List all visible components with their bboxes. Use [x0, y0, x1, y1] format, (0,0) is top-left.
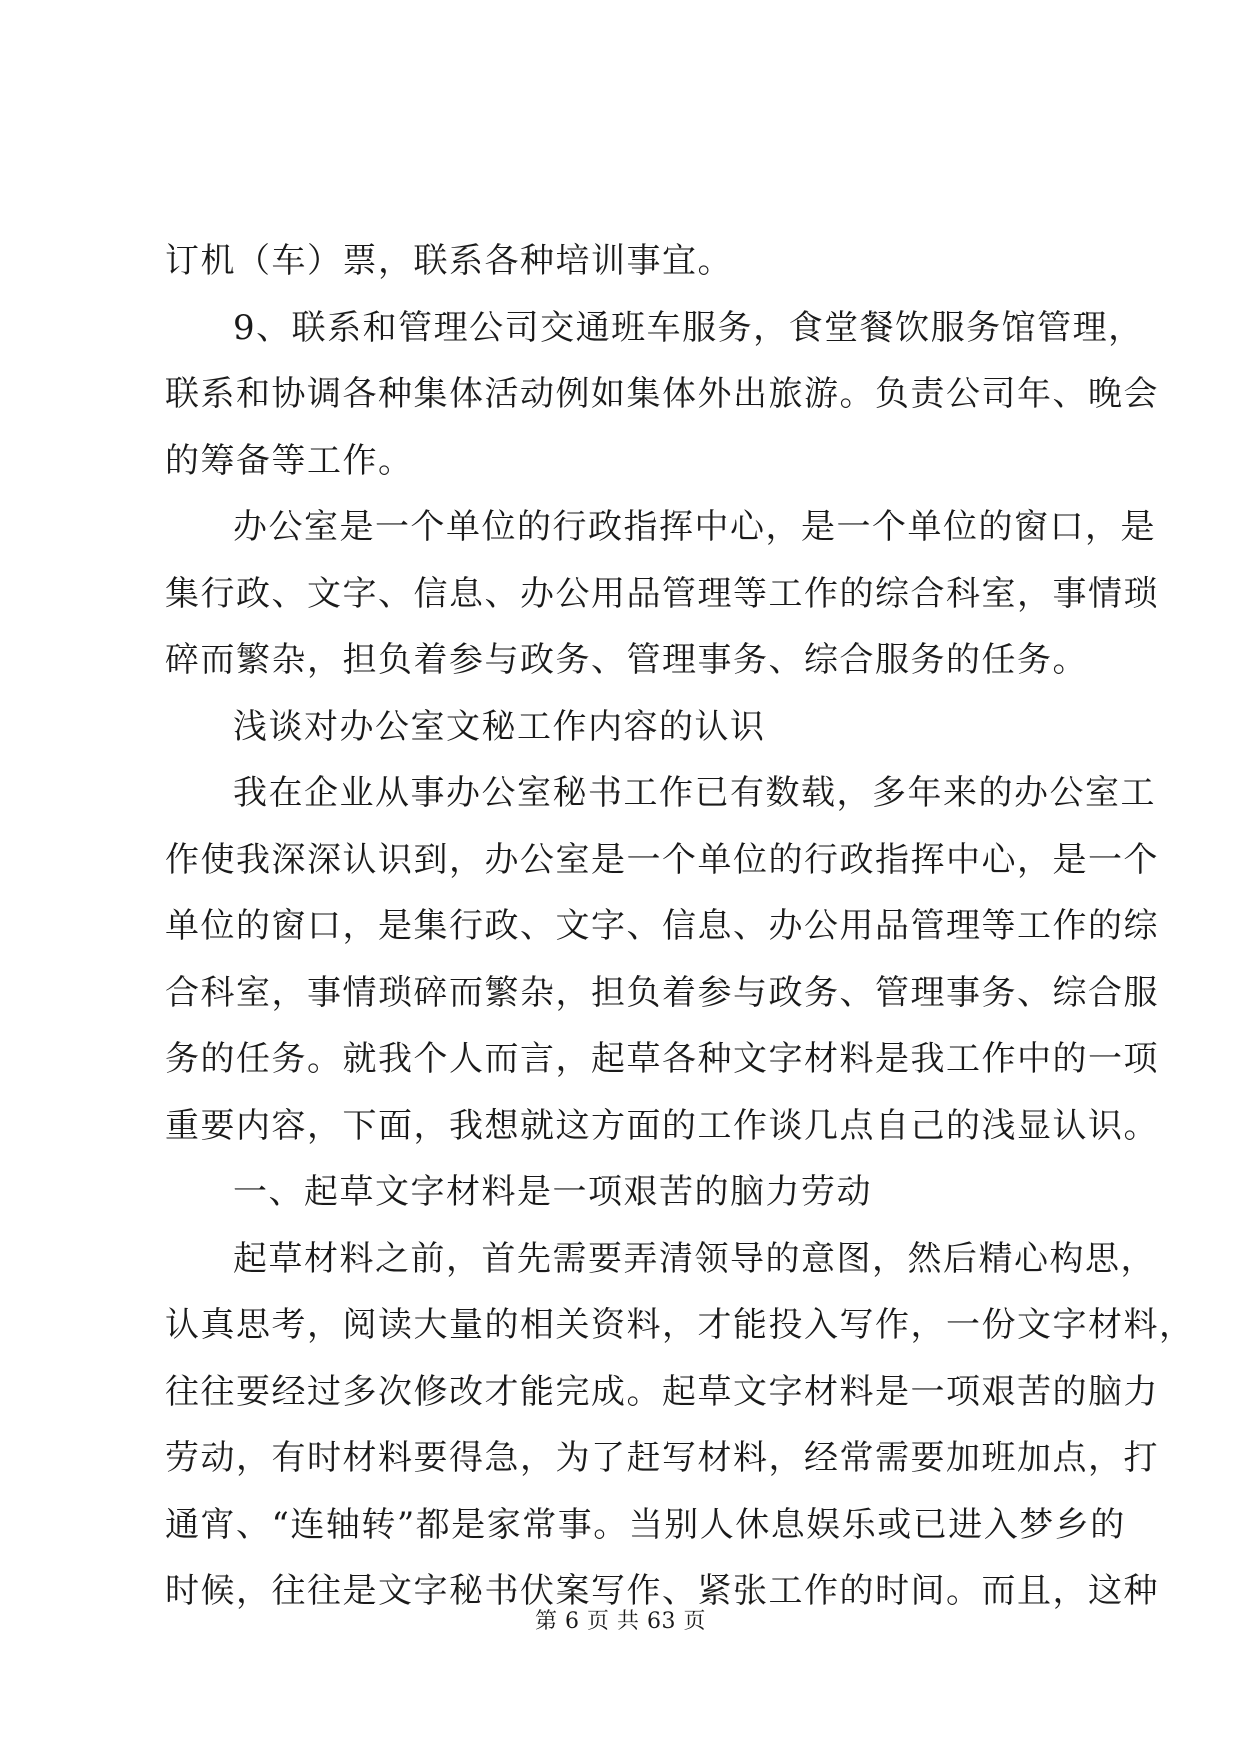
text-line: 联系和协调各种集体活动例如集体外出旅游。负责公司年、晚会	[165, 374, 1159, 414]
paragraph-start-line: 我在企业从事办公室秘书工作已有数载，多年来的办公室工	[233, 773, 1156, 813]
text-line: 劳动，有时材料要得急，为了赶写材料，经常需要加班加点，打	[165, 1438, 1159, 1478]
page-footer	[0, 1607, 1241, 1637]
paragraph-start-line: 办公室是一个单位的行政指挥中心，是一个单位的窗口，是	[233, 507, 1156, 547]
text-line: 集行政、文字、信息、办公用品管理等工作的综合科室，事情琐	[165, 573, 1159, 614]
text-line: 订机（车）票，联系各种培训事宜。	[165, 241, 733, 281]
text-line: 往往要经过多次修改才能完成。起草文字材料是一项艰苦的脑力	[165, 1371, 1159, 1412]
text-line: 务的任务。就我个人而言，起草各种文字材料是我工作中的一项	[165, 1039, 1159, 1079]
text-line: 单位的窗口，是集行政、文字、信息、办公用品管理等工作的综	[165, 906, 1159, 946]
paragraph-start-line: 起草材料之前，首先需要弄清领导的意图，然后精心构思，	[233, 1238, 1156, 1279]
text-line: 重要内容，下面，我想就这方面的工作谈几点自己的浅显认识。	[165, 1105, 1159, 1146]
text-line: 的筹备等工作。	[165, 440, 414, 481]
text-line: 通宵、“连轴转”都是家常事。当别人休息娱乐或已进入梦乡的	[165, 1504, 1126, 1545]
paragraph-start-line: 9、联系和管理公司交通班车服务，食堂餐饮服务馆管理，	[233, 307, 1144, 348]
text-line: 认真思考，阅读大量的相关资料，才能投入写作，一份文字材料，	[165, 1305, 1195, 1345]
text-line: 时候，往往是文字秘书伏案写作、紧张工作的时间。而且，这种	[165, 1571, 1159, 1611]
text-line: 作使我深深认识到，办公室是一个单位的行政指挥中心，是一个	[165, 839, 1159, 880]
body-text	[165, 228, 1195, 1625]
text-line: 碎而繁杂，担负着参与政务、管理事务、综合服务的任务。	[165, 640, 1088, 680]
page-number: 第 6 页 共 63 页	[535, 1609, 706, 1634]
section-heading: 一、起草文字材料是一项艰苦的脑力劳动	[233, 1172, 872, 1212]
section-heading: 浅谈对办公室文秘工作内容的认识	[233, 706, 766, 747]
text-line: 合科室，事情琐碎而繁杂，担负着参与政务、管理事务、综合服	[165, 972, 1159, 1013]
